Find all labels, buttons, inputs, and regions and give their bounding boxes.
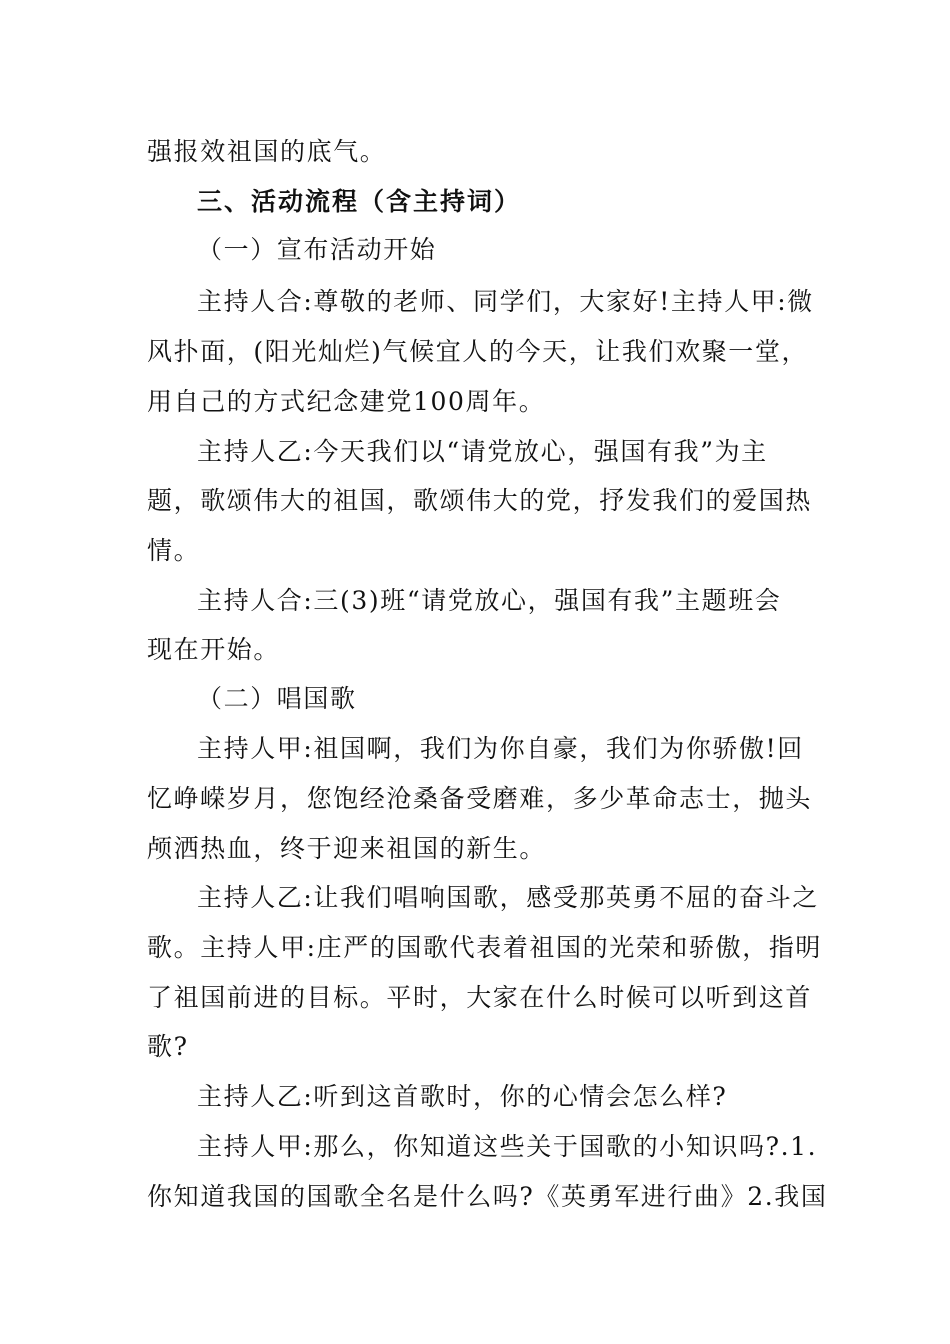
paragraph-line: 主持人乙:听到这首歌时，你的心情会怎么样?	[197, 1082, 728, 1111]
paragraph-line: 你知道我国的国歌全名是什么吗?《英勇军进行曲》2.我国	[147, 1182, 828, 1211]
paragraph-line: 题，歌颂伟大的祖国，歌颂伟大的党，抒发我们的爱国热	[147, 486, 813, 515]
subsection-heading: （二）唱国歌	[197, 684, 357, 713]
paragraph-line: 歌。主持人甲:庄严的国歌代表着祖国的光荣和骄傲，指明	[147, 933, 823, 962]
paragraph-line: 主持人合:三(3)班“请党放心，强国有我”主题班会	[197, 586, 782, 615]
paragraph-line: 忆峥嵘岁月，您饱经沧桑备受磨难，多少革命志士，抛头	[147, 784, 813, 813]
paragraph-line: 用自己的方式纪念建党100周年。	[147, 387, 546, 416]
paragraph-line: 主持人乙:今天我们以“请党放心，强国有我”为主	[197, 437, 768, 466]
paragraph-line: 主持人乙:让我们唱响国歌，感受那英勇不屈的奋斗之	[197, 883, 819, 912]
paragraph-line: 主持人甲:祖国啊，我们为你自豪，我们为你骄傲!回	[197, 734, 804, 763]
paragraph-line: 强报效祖国的底气。	[147, 137, 387, 166]
paragraph-line: 现在开始。	[147, 635, 281, 664]
paragraph-line: 颅洒热血，终于迎来祖国的新生。	[147, 834, 547, 863]
paragraph-line: 主持人合:尊敬的老师、同学们，大家好!主持人甲:微	[197, 287, 814, 316]
paragraph-line: 了祖国前进的目标。平时，大家在什么时候可以听到这首	[147, 983, 813, 1012]
paragraph-line: 情。	[147, 536, 201, 565]
paragraph-line: 风扑面，(阳光灿烂)气候宜人的今天，让我们欢聚一堂，	[147, 337, 809, 366]
paragraph-line: 主持人甲:那么，你知道这些关于国歌的小知识吗?.1.	[197, 1132, 818, 1161]
subsection-heading: （一）宣布活动开始	[197, 235, 437, 264]
section-heading: 三、活动流程（含主持词）	[197, 187, 522, 216]
paragraph-line: 歌?	[147, 1032, 189, 1061]
